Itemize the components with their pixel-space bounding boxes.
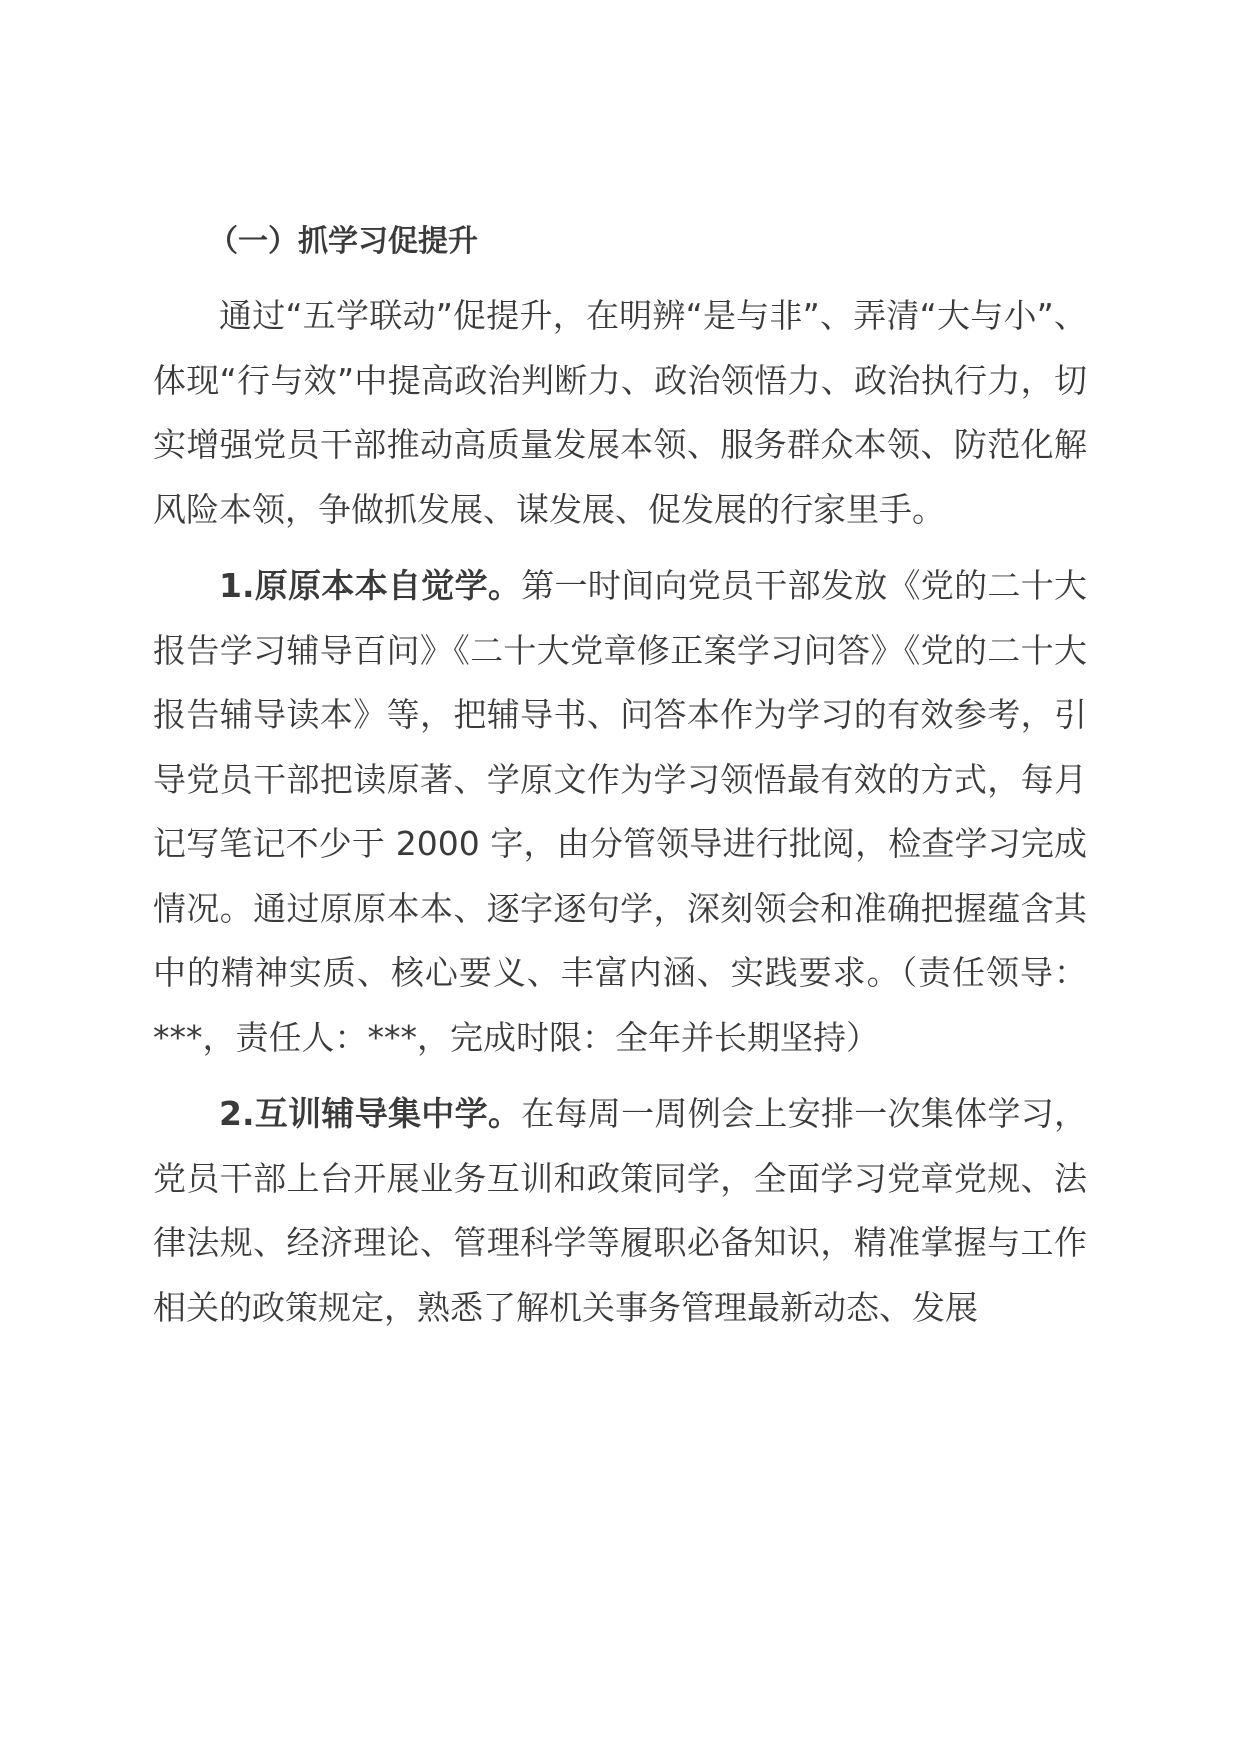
document-body: [153, 222, 1087, 1352]
item-2-text: 在每周一周例会上安排一次集体学习，党员干部上台开展业务互训和政策同学，全面学习党章党规、法律法规、经济理论、管理科学等履职必备知识，精准掌握与工作相关的政策规定，熟悉了解机关事务管理最新动态、发展: [153, 1094, 1088, 1327]
item-2-paragraph: [153, 1082, 1087, 1340]
section-heading: （一）抓学习促提升: [208, 224, 478, 259]
item-1-title: 1.原原本本自觉学。: [219, 566, 522, 605]
item-2-title: 2.互训辅导集中学。: [219, 1094, 522, 1133]
intro-paragraph-text: 通过“五学联动”促提升，在明辨“是与非”、弄清“大与小”、体现“行与效”中提高政治判断力、政治领悟力、政治执行力，切实增强党员干部推动高质量发展本领、服务群众本领、防范化解风险本领，争做抓发展、谋发展、促发展的行家里手。: [153, 296, 1087, 529]
item-1-paragraph: [153, 554, 1087, 1070]
item-1-text: 第一时间向党员干部发放《党的二十大报告学习辅导百问》《二十大党章修正案学习问答》《党的二十大报告辅导读本》等，把辅导书、问答本作为学习的有效参考，引导党员干部把读原著、学原文作为学习领悟最有效的方式，每月记写笔记不少于 2000 字，由分管领导进行批阅，检查学习完成情况。通过原原本本、逐字逐句学，深刻领会和准确把握蕴含其中的精神实质、核心要义、丰富内涵、实践要求。（责任领导：***，责任人：***，完成时限：全年并长期坚持）: [153, 566, 1088, 1057]
intro-paragraph: [153, 284, 1087, 542]
